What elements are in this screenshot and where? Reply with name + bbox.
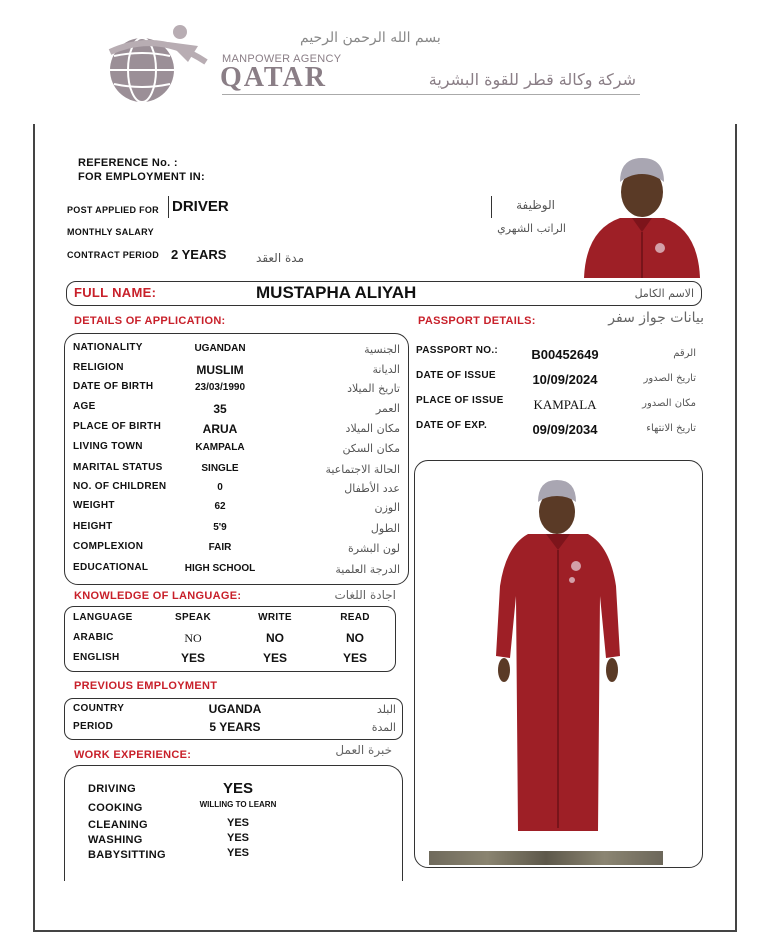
- experience-title: WORK EXPERIENCE:: [74, 749, 192, 761]
- application-label: COMPLEXION: [73, 541, 144, 552]
- salary-ar-label: الراتب الشهري: [497, 222, 566, 235]
- language-header: SPEAK: [175, 612, 211, 623]
- application-value: 23/03/1990: [194, 382, 246, 393]
- application-label: PLACE OF BIRTH: [73, 421, 162, 432]
- language-level: NO: [346, 631, 364, 645]
- headshot-photo: [580, 152, 704, 278]
- passport-value: KAMPALA: [533, 397, 597, 412]
- passport-label: DATE OF EXP.: [416, 420, 488, 431]
- application-label: WEIGHT: [73, 500, 115, 511]
- application-label: NATIONALITY: [73, 342, 143, 353]
- application-label: LIVING TOWN: [73, 441, 143, 452]
- application-value: HIGH SCHOOL: [184, 563, 256, 574]
- photo-ground-strip: [429, 851, 663, 865]
- application-label: EDUCATIONAL: [73, 562, 149, 573]
- experience-value: YES: [222, 780, 253, 797]
- passport-title: PASSPORT DETAILS:: [418, 315, 536, 327]
- contract-ar-label: مدة العقد: [256, 251, 304, 265]
- page-border-left: [33, 124, 35, 932]
- agency-logo: [98, 22, 218, 108]
- application-value: UGANDAN: [194, 343, 246, 354]
- agency-big-title: QATAR: [220, 62, 327, 93]
- page-border-bottom: [33, 930, 737, 932]
- application-value: FAIR: [208, 542, 232, 553]
- previous-label: COUNTRY: [73, 703, 125, 714]
- language-level: YES: [342, 651, 367, 665]
- application-value: ARUA: [202, 422, 238, 436]
- application-ar-label: الوزن: [374, 501, 400, 514]
- page-border-right: [735, 124, 737, 932]
- application-value: 0: [217, 482, 223, 493]
- basmala: بسم الله الرحمن الرحيم: [300, 30, 441, 46]
- application-ar-label: الديانة: [372, 363, 400, 376]
- previous-ar-label: المدة: [371, 721, 396, 734]
- passport-ar-label: مكان الصدور: [642, 398, 696, 409]
- application-ar-label: العمر: [375, 402, 400, 415]
- reference-label: REFERENCE No. :: [78, 157, 178, 169]
- full-body-photo: [470, 476, 645, 838]
- header-underline: [222, 94, 640, 95]
- language-header: WRITE: [258, 612, 292, 623]
- application-label: NO. OF CHILDREN: [73, 481, 167, 492]
- employment-label: FOR EMPLOYMENT IN:: [78, 171, 206, 183]
- application-ar-label: مكان السكن: [342, 442, 400, 455]
- application-label: AGE: [73, 401, 96, 412]
- full-name-label: FULL NAME:: [74, 285, 157, 300]
- application-label: DATE OF BIRTH: [73, 381, 154, 392]
- post-divider: [168, 196, 169, 218]
- language-title: KNOWLEDGE OF LANGUAGE:: [74, 590, 242, 602]
- passport-ar-label: تاريخ الانتهاء: [646, 423, 696, 434]
- language-name: ENGLISH: [73, 652, 120, 663]
- application-value: 5'9: [213, 522, 227, 533]
- application-value: 62: [214, 501, 226, 512]
- language-header: READ: [340, 612, 370, 623]
- previous-ar-label: البلد: [376, 703, 396, 716]
- experience-value: YES: [226, 817, 249, 829]
- contract-label: CONTRACT PERIOD: [67, 250, 159, 260]
- application-value: SINGLE: [201, 463, 239, 474]
- post-ar-label: الوظيفة: [516, 198, 555, 212]
- passport-ar-title: بيانات جواز سفر: [608, 310, 704, 326]
- language-level: NO: [266, 631, 284, 645]
- application-title: DETAILS OF APPLICATION:: [74, 315, 226, 327]
- application-ar-label: مكان الميلاد: [345, 422, 400, 435]
- post-value: DRIVER: [172, 198, 229, 215]
- experience-value: YES: [226, 847, 249, 859]
- application-ar-label: الجنسية: [364, 343, 400, 356]
- passport-value: 09/09/2034: [532, 422, 598, 437]
- previous-title: PREVIOUS EMPLOYMENT: [74, 680, 218, 692]
- language-name: ARABIC: [73, 632, 114, 643]
- language-level: YES: [262, 651, 287, 665]
- application-ar-label: الطول: [370, 522, 400, 535]
- passport-label: PLACE OF ISSUE: [416, 395, 504, 406]
- application-value: KAMPALA: [195, 442, 245, 453]
- experience-label: DRIVING: [88, 783, 136, 795]
- previous-value: 5 YEARS: [209, 720, 261, 734]
- application-ar-label: الحالة الاجتماعية: [325, 463, 400, 476]
- previous-value: UGANDA: [208, 702, 262, 716]
- agency-arabic-title: شركة وكالة قطر للقوة البشرية: [428, 70, 636, 89]
- experience-value: WILLING TO LEARN: [199, 800, 277, 809]
- passport-label: PASSPORT NO.:: [416, 345, 499, 356]
- passport-ar-label: تاريخ الصدور: [643, 373, 696, 384]
- passport-ar-label: الرقم: [673, 348, 696, 359]
- application-label: RELIGION: [73, 362, 124, 373]
- language-ar-title: اجادة اللغات: [334, 588, 396, 602]
- application-ar-label: تاريخ الميلاد: [347, 382, 400, 395]
- salary-label: MONTHLY SALARY: [67, 227, 154, 237]
- experience-label: WASHING: [88, 834, 143, 846]
- passport-value: B00452649: [531, 347, 599, 362]
- application-ar-label: عدد الأطفال: [344, 482, 400, 495]
- full-name-ar-label: الاسم الكامل: [634, 287, 694, 300]
- experience-label: CLEANING: [88, 819, 148, 831]
- application-label: MARITAL STATUS: [73, 462, 163, 473]
- application-value: MUSLIM: [196, 363, 244, 377]
- language-level: NO: [184, 631, 202, 645]
- agency-small-title: MANPOWER AGENCY: [222, 53, 342, 65]
- application-ar-label: لون البشرة: [348, 542, 400, 555]
- full-name-value: MUSTAPHA ALIYAH: [256, 283, 417, 302]
- previous-label: PERIOD: [73, 721, 114, 732]
- experience-value: YES: [226, 832, 249, 844]
- application-ar-label: الدرجة العلمية: [335, 563, 400, 576]
- passport-value: 10/09/2024: [532, 372, 598, 387]
- application-label: HEIGHT: [73, 521, 113, 532]
- experience-label: COOKING: [88, 802, 143, 814]
- application-value: 35: [213, 402, 227, 416]
- language-level: YES: [180, 651, 205, 665]
- post-ar-divider: [491, 196, 492, 218]
- contract-value: 2 YEARS: [171, 247, 227, 262]
- language-header: LANGUAGE: [73, 612, 133, 623]
- passport-label: DATE OF ISSUE: [416, 370, 496, 381]
- experience-label: BABYSITTING: [88, 849, 166, 861]
- post-label: POST APPLIED FOR: [67, 205, 159, 215]
- experience-ar-title: خبرة العمل: [335, 743, 392, 757]
